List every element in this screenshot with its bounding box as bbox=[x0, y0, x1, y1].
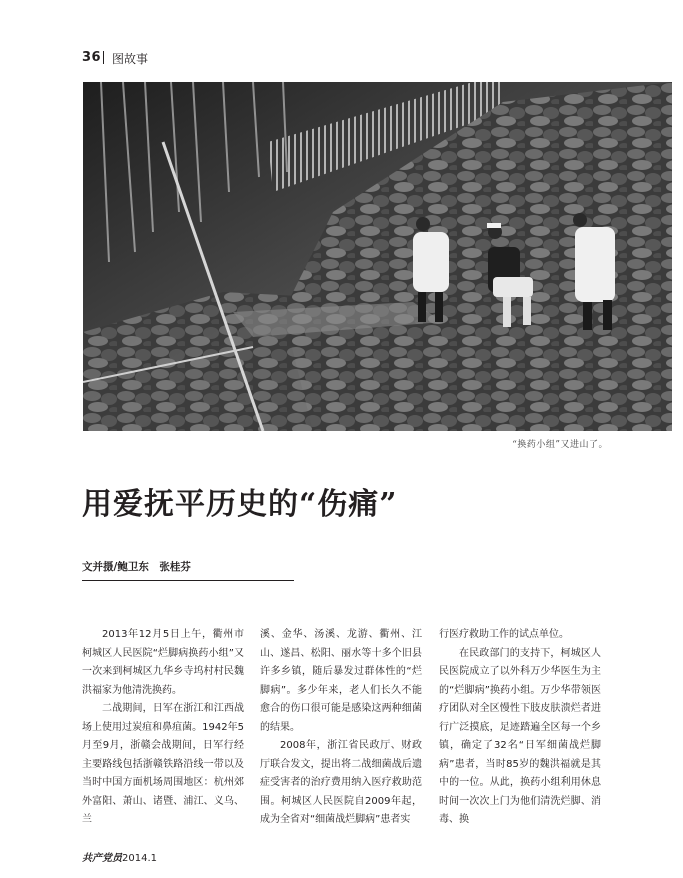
paragraph: 行医疗救助工作的试点单位。 bbox=[439, 629, 569, 640]
footer bbox=[82, 849, 157, 864]
header-separator bbox=[103, 51, 104, 64]
paragraph: 溪、金华、汤溪、龙游、衢州、江山、遂昌、松阳、丽水等十多个旧县许多乡镇，随后暴发过群体性的“烂脚病”。多少年来，老人们长久不能愈合的伤口很可能是感染这两种细菌的结果。 bbox=[260, 629, 422, 733]
paragraph: 2013年12月5日上午，衢州市柯城区人民医院“烂脚病换药小组”又一次来到柯城区九华乡寺坞村村民魏洪福家为他清洗换药。 bbox=[82, 629, 244, 696]
photo-caption: “换药小组”又进山了。 bbox=[512, 440, 608, 450]
issue-number: 2014.1 bbox=[122, 853, 157, 864]
paragraph: 二战期间，日军在浙江和江西战场上使用过炭疽和鼻疽菌。1942年5月至9月，浙赣会战期间，日军行经主要路线包括浙赣铁路沿线一带以及当时中国方面机场周围地区：杭州郊外富阳、萧山、诸暨、浦江、义乌、兰 bbox=[82, 703, 244, 825]
article-title: 用爱抚平历史的“伤痛” bbox=[82, 487, 398, 522]
magazine-brand: 共产党员 bbox=[82, 853, 122, 864]
byline: 文并摄/鲍卫东 张桂芬 bbox=[82, 561, 191, 573]
column-1 bbox=[82, 626, 244, 830]
section-label: 图故事 bbox=[112, 52, 149, 66]
article-photo bbox=[83, 82, 672, 431]
page-number: 36 bbox=[82, 50, 102, 65]
paragraph: 在民政部门的支持下，柯城区人民医院成立了以外科万少华医生为主的“烂脚病”换药小组。万少华带领医疗团队对全区慢性下肢皮肤溃烂者进行广泛摸底，足迹踏遍全区每一个乡镇，确定了32名“日军细菌战烂脚病”患者，当时85岁的魏洪福就是其中的一位。从此，换药小组利用休息时间一次次上门为他们清洗烂脚、消毒、换 bbox=[439, 647, 601, 825]
byline-rule bbox=[82, 580, 294, 581]
column-3 bbox=[439, 626, 601, 830]
paragraph: 2008年，浙江省民政厅、财政厅联合发文，提出将二战细菌战后遗症受害者的治疗费用纳入医疗救助范围。柯城区人民医院自2009年起，成为全省对“细菌战烂脚病”患者实 bbox=[260, 740, 422, 825]
column-2 bbox=[260, 626, 422, 830]
